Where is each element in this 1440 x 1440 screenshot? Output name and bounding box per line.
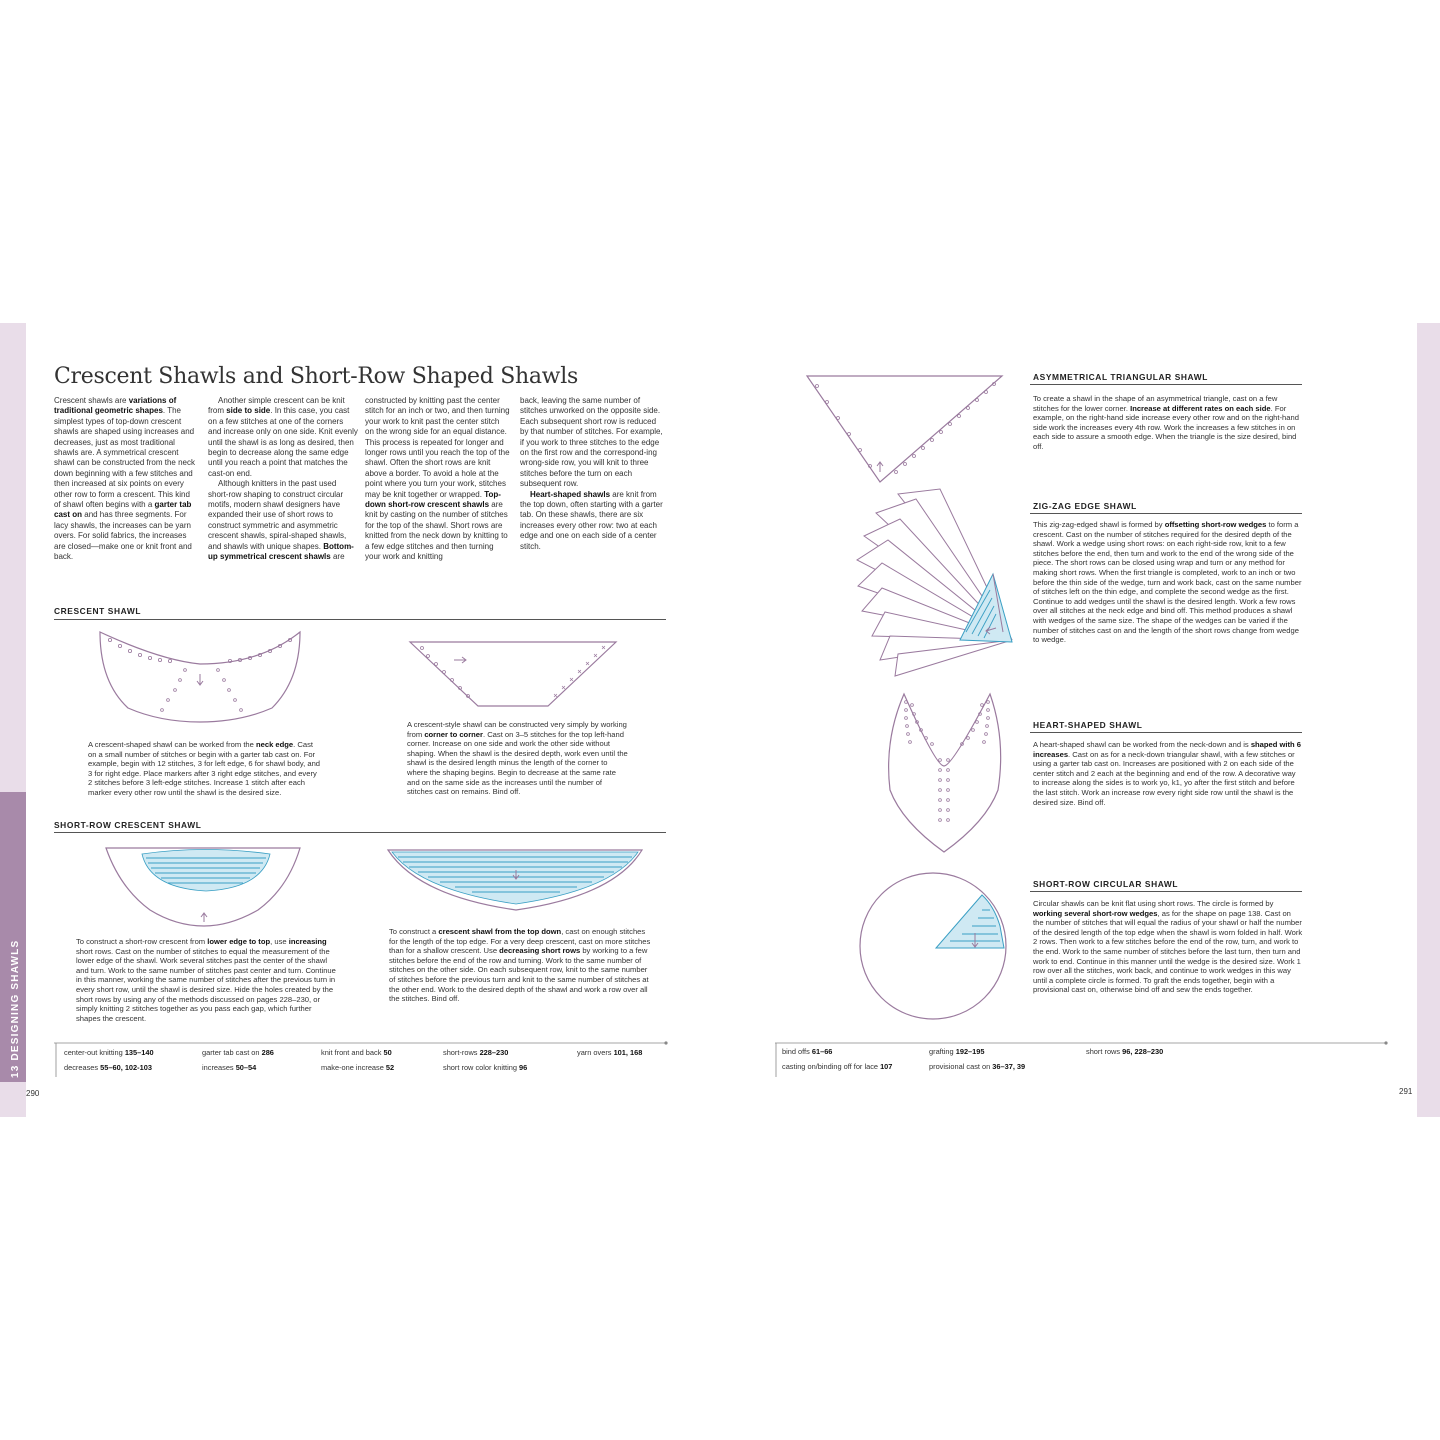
index-entry: bind offs 61–66 — [782, 1047, 833, 1056]
index-entry: increases 50–54 — [202, 1063, 257, 1072]
asymmetrical-heading: ASYMMETRICAL TRIANGULAR SHAWL — [1033, 372, 1208, 382]
short-row-crescent-heading: SHORT-ROW CRESCENT SHAWL — [54, 820, 202, 830]
asymmetrical-text: To create a shawl in the shape of an asymmetrical triangle, cast on a few stitches for the lower corner. Increase at different rates on each side. For example, on the right-hand side increase every other row and on the right-hand side work the increases every 4th row. Work the increases a few stitches in on each side to assure a smooth edge. When the triangle is the size desired, bind off. — [1033, 394, 1299, 451]
chapter-tab-label: 13 DESIGNING SHAWLS — [10, 939, 21, 1078]
index-entry: make-one increase 52 — [321, 1063, 395, 1072]
crescent-shawl-heading: CRESCENT SHAWL — [54, 606, 142, 616]
heart-heading: HEART-SHAPED SHAWL — [1033, 720, 1143, 730]
short-row-caption-2: To construct a crescent shawl from the top down, cast on enough stitches for the length of the top edge. For a very deep crescent, cast on more stitches than for a shallow crescent. Use decreasing short rows by working to a few stitches before the end of the row and turning. Work to the same number of stitches on the other side. On each subsequent row, knit to the same number of stitches before the previous turn and knit to the same number of stitches at the other end. Work to the desired depth of the shawl and work a row over all the stitches. Bind off. — [389, 927, 651, 1004]
index-entry: knit front and back 50 — [321, 1048, 392, 1057]
index-entry: short-rows 228–230 — [443, 1048, 509, 1057]
crescent-caption-1: A crescent-shaped shawl can be worked from the neck edge. Cast on a small number of stitches or begin with a garter tab cast on. For example, begin with 12 stitches, 3 for left edge, 6 for shawl body, and 3 for right edge. Place markers after 3 right edge stitches, and every 2 stitches before 3 left-edge stitches. Increase 1 stitch after each marker every other row until the shawl is the desired size. — [88, 740, 321, 797]
index-entry: short row color knitting 96 — [443, 1063, 528, 1072]
page-number-left: 290 — [26, 1089, 40, 1098]
index-entry: casting on/binding off for lace 107 — [782, 1062, 893, 1071]
zig-zag-heading: ZIG-ZAG EDGE SHAWL — [1033, 501, 1137, 511]
intro-col1-text: Crescent shawls are variations of traditional geometric shapes. The simplest types of top-down crescent shawls are shaped using increases and decreases, just as most traditional shawls are. A symmetrical crescent shawl can be constructed from the neck down beginning with a few stitches and then increased at six points on every other row to form a crescent. This kind of shawl often begins with a garter tab cast on and has three segments. For lacy shawls, the increases can be yarn overs. For solid fabrics, the increases are closed—make one or knit front and back. — [54, 396, 195, 562]
index-entry: garter tab cast on 286 — [202, 1048, 274, 1057]
circular-text: Circular shawls can be knit flat using short rows. The circle is formed by working several short-row wedges, as for the shape on page 138. Cast on the number of stitches that will equal the radius of your shawl or half the number of the desired length of the top edge when the shawl is worn folded in half. Work 2 rows. Then work to a few stitches before the end of the row, turn, and work to the end. Work to the same number of stitches before the last turn, then turn and work to end. Continue in this manner until the wedge is the desired size. Work 1 row over all the stitches, work back, and continue to work wedges in this way until a complete circle is formed. To graft the ends together, begin with a provisional cast on, otherwise bind off and sew the ends together. — [1033, 899, 1303, 995]
intro-col4b-text: Heart-shaped shawls are knit from the top down, often starting with a garter tab. On these shawls, there are six increases every other row: two at each edge and one on each side of a center stitch. — [520, 489, 663, 551]
page-number-right: 291 — [1399, 1087, 1413, 1096]
index-entry: provisional cast on 36–37, 39 — [929, 1062, 1026, 1071]
index-entry: short rows 96, 228–230 — [1086, 1047, 1164, 1056]
intro-col2a-text: Another simple crescent can be knit from side to side. In this case, you cast on a few stitches at one of the corners and increase only on one side. Knit evenly until the shawl is as long as desired, then begin to decrease along the same edge until you reach a point that matches the cast-on end. — [208, 396, 358, 478]
zig-zag-text: This zig-zag-edged shawl is formed by offsetting short-row wedges to form a crescent. Cast on the number of stitches required for the desired depth of the shawl. Work a wedge using short rows: on each right-side row, knit to a few stitches before the end, then turn and work to the end of the wrong side of the piece. The short rows can be closed using wrap and turn or any method for making short rows. When the first triangle is completed, work to an inch or two before the thin side of the wedge, turn and work back, cast on the same number of stitches left on the thin edge, and complete the second wedge as the first. Continue to add wedges until the shawl is the desired length. Work a few rows over all stitches at the neck edge and bind off. This method produces a shawl with wedges of the same size. The shape of the wedges can be varied if the number of stitches cast on and the length of the short rows change from wedge to wedge. — [1033, 520, 1302, 645]
circular-heading: SHORT-ROW CIRCULAR SHAWL — [1033, 879, 1179, 889]
index-entry: grafting 192–195 — [929, 1047, 985, 1056]
short-row-caption-1: To construct a short-row crescent from lower edge to top, use increasing short rows. Cast on the number of stitches to equal the measurement of the lower edge of the shawl. Work several stitches past the center of the shawl and turn. Work to the same number of stitches past center and turn. Continue in this manner, working the same number of stitches after the previous turn in every short row, until the shawl is desired size. Hide the holes created by the short rows by using any of the methods discussed on pages 228–230, or simply knitting 2 stitches together as you pass each gap, which further shapes the crescent. — [76, 937, 336, 1023]
index-entry: yarn overs 101, 168 — [577, 1048, 643, 1057]
intro-col3-text: constructed by knitting past the center stitch for an inch or two, and then turning your work to knit past the center stitch on the wrong side for an equal distance. This process is repeated for longer and longer rows until you reach the top of the shawl. Often the short rows are knit above a border. To avoid a hole at the point where you turn your work, stitches may be knit together or wrapped. Top-down short-row crescent shawls are knit by casting on the number of stitches for the top of the shawl. Short rows are knitted from the neck down by knitting to a few edge stitches and then turning your work and knitting — [365, 396, 510, 562]
crescent-caption-2: A crescent-style shawl can be constructed very simply by working from corner to corner. Cast on 3–5 stitches for the top left-hand corner. Increase on one side and work the other side without shaping. When the shawl is the desired depth, work even until the shawl is the desired length minus the length of the corner to where the shaping begins. Begin to decrease at the same rate and on the same side as the increases until the number of stitches cast on remains. Bind off. — [407, 720, 628, 797]
intro-col2b-text: Although knitters in the past used short-row shaping to construct circular motifs, modern shawl designers have expanded their use of short rows to construct symmetric and asymmetric crescent shawls, spiral-shaped shawls, and shawls with unique shapes. Bottom- up symmetrical crescent shawls are — [208, 479, 354, 562]
intro-col4a-text: back, leaving the same number of stitches unworked on the opposite side. Each subsequent short row is reduced by that number of stitches. For example, if you work to three stitches to the edge on the first row and the correspond-ing wrong-side row, you will knit to three stitches before the turn on each subsequent row. — [520, 396, 663, 489]
index-entry: center-out knitting 135–140 — [64, 1048, 154, 1057]
index-entry: decreases 55–60, 102-103 — [64, 1063, 152, 1072]
heart-text: A heart-shaped shawl can be worked from the neck-down and is shaped with 6 increases. Cast on as for a neck-down triangular shawl, with a few stitches or using a garter tab cast on. Increases are positioned with 2 on each side of the center stitch and 2 each at the beginning and end of the row. A decorative way to increase along the sides is to work yo, k1, yo after the first stitch and before the last stitch. Work an increase row every right side row until the shawl is the desired size. Bind off. — [1033, 740, 1302, 807]
page-title: Crescent Shawls and Short-Row Shaped Shawls — [54, 364, 578, 389]
